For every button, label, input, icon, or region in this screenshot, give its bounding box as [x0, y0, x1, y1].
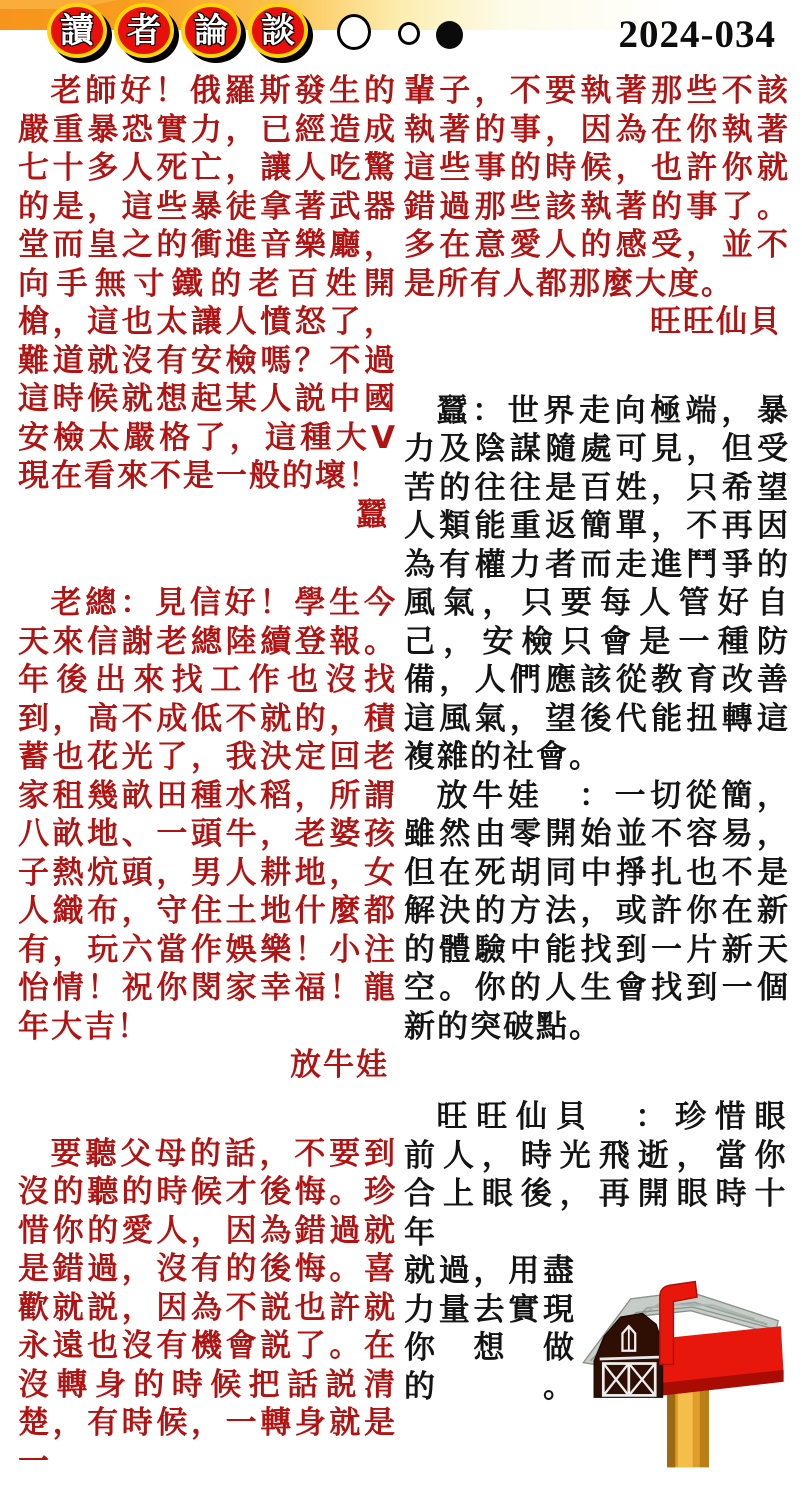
reply-paragraph-fangniuwa: 放牛娃 ：一切從簡，雖然由零開始並不容易，但在死胡同中掙扎也不是解決的方法，或許你在新的體驗中能找到一片新天空。你的人生會找到一個新的突破點。 — [404, 777, 790, 1045]
logo-badge-2 — [114, 3, 177, 61]
reply-paragraph-can: 蠶：世界走向極端，暴力及陰謀隨處可見，但受苦的往往是百姓，只希望人類能重返簡單，不再因為有權力者而走進鬥爭的風氣，只要每人管好自己，安檢只會是一種防備，人們應該從教育改善這風氣，望後代能扭轉這複雜的社會。 — [404, 392, 790, 775]
signature-can: 蠶 — [356, 496, 389, 533]
badge-circle — [51, 7, 103, 54]
reply-paragraph-wangwang-full: 旺旺仙貝 ：珍惜眼前人，時光飛逝，當你合上眼後，再開眼時十年 — [404, 1099, 790, 1251]
mailbox-image — [576, 1274, 790, 1484]
issue-number: 2024-034 — [618, 13, 776, 56]
logo-char: 讀 — [60, 10, 94, 51]
badge-circle — [252, 7, 304, 54]
reply-paragraph-wangwang-narrow — [404, 1252, 576, 1406]
letter-paragraph-advice-continued: 輩子，不要執著那些不該執著的事，因為在你執著這些事的時候，也許你就錯過那些該執著的事了。多在意愛人的感受，並不是所有人都那麼大度。 — [404, 73, 790, 302]
small-outline-circle-icon — [398, 22, 420, 45]
text-and-mailbox-row — [404, 1252, 790, 1484]
letter-paragraph-farming: 老總：見信好！學生今天來信謝老總陸續登報。年後出來找工作也沒找到，高不成低不就的，積蓄也花光了，我決定回老家租幾畝田種水稻，所謂八畝地、一頭牛，老婆孩子熱炕頭，男人耕地，女人織布，守住土地什麼都有，玩六當作娛樂！小注怡情！祝你閔家幸福！龍年大吉！ — [18, 585, 397, 1045]
narrow-line: 你想做 — [404, 1330, 576, 1366]
logo-char: 者 — [127, 10, 161, 51]
signature-wangwangxianbei: 旺旺仙貝 — [650, 304, 782, 340]
narrow-line: 就過，用盡 — [404, 1253, 576, 1289]
narrow-line: 力量去實現 — [404, 1291, 576, 1328]
narrow-line: 的。 — [404, 1368, 576, 1405]
large-outline-circle-icon — [337, 14, 371, 50]
logo-char: 談 — [261, 10, 295, 51]
filled-circle-icon — [436, 21, 463, 49]
signature-fangniuwa: 放牛娃 — [290, 1047, 389, 1083]
left-column — [18, 72, 397, 1481]
badge-circle — [185, 7, 237, 54]
letter-paragraph-advice: 要聽父母的話，不要到沒的聽的時候才後悔。珍惜你的愛人，因為錯過就是錯過，沒有的後悔。喜歡就説，因為不説也許就永遠也沒有機會説了。在沒轉身的時候把話説清楚，有時候，一轉身就是一 — [18, 1135, 397, 1480]
logo-char: 論 — [194, 10, 228, 51]
right-column — [404, 72, 790, 1484]
logo-badge-3 — [181, 3, 244, 61]
logo-badge-1 — [47, 3, 110, 61]
badge-circle — [118, 7, 170, 54]
letter-paragraph-russia: 老師好！俄羅斯發生的嚴重暴恐實力，已經造成七十多人死亡，讓人吃驚的是，這些暴徒拿著武器堂而皇之的衝進音樂廳，向手無寸鐵的老百姓開槍，這也太讓人憤怒了，難道就沒有安檢嗎？不過這時候就想起某人説中國安檢太嚴格了，這種大V現在看來不是一般的壞！ — [18, 73, 397, 494]
logo-badge-4 — [248, 3, 311, 61]
